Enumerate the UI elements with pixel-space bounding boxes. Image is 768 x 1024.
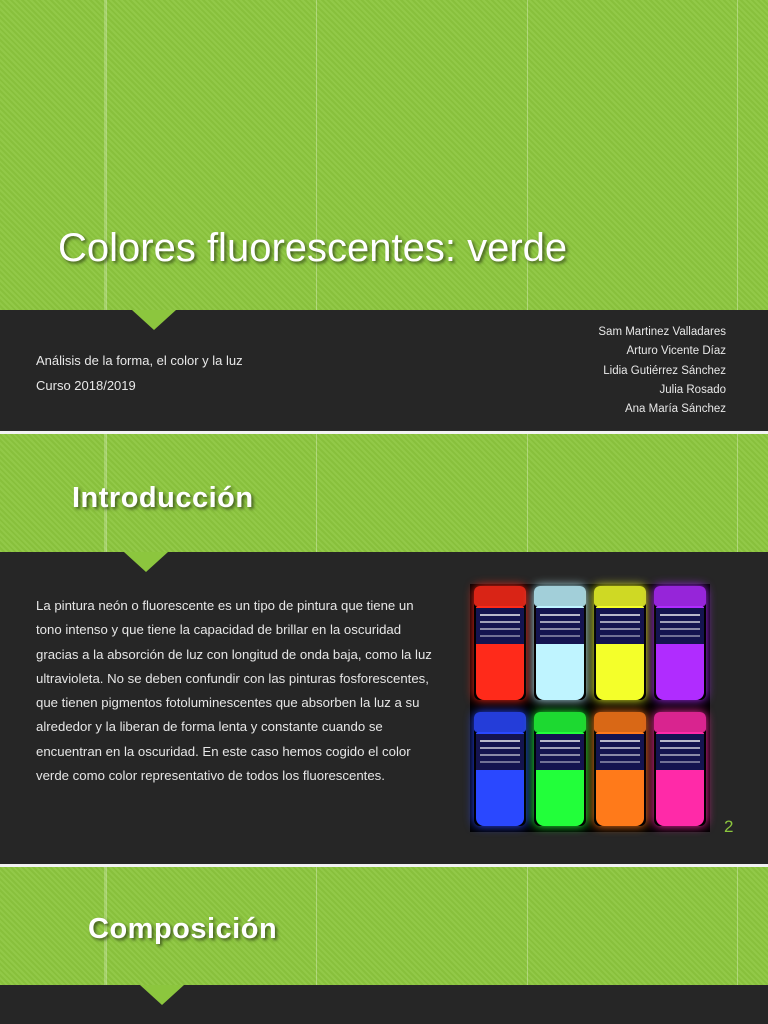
subtitle-course-name: Análisis de la forma, el color y la luz [36, 353, 243, 368]
composition-slide [0, 867, 768, 1024]
paint-jar [654, 712, 706, 826]
author-name: Arturo Vicente Díaz [626, 345, 726, 358]
neon-paint-jars-image [470, 584, 710, 832]
notch-decoration [132, 310, 176, 330]
author-name: Julia Rosado [659, 383, 726, 396]
paint-jar [534, 712, 586, 826]
author-name: Lidia Gutiérrez Sánchez [603, 364, 726, 377]
slide-title: Composición [88, 913, 278, 945]
jar-label [596, 608, 644, 644]
paint-jar [654, 586, 706, 700]
page-number: 2 [724, 817, 734, 836]
paint-jar [474, 712, 526, 826]
notch-decoration [124, 552, 168, 572]
content-band [0, 985, 768, 1024]
paint-jar [474, 586, 526, 700]
jar-label [536, 608, 584, 644]
jar-label [476, 734, 524, 770]
jar-label [596, 734, 644, 770]
jar-label [656, 734, 704, 770]
intro-slide [0, 434, 768, 864]
slide-title: Introducción [72, 482, 254, 514]
notch-decoration [140, 985, 184, 1005]
jar-label [476, 608, 524, 644]
paint-jar [594, 586, 646, 700]
paint-jar [534, 586, 586, 700]
author-list [598, 323, 726, 419]
paint-jar [594, 712, 646, 826]
author-name: Ana María Sánchez [624, 403, 726, 416]
jar-label [536, 734, 584, 770]
jar-label [656, 608, 704, 644]
presentation-title: Colores fluorescentes: verde [58, 226, 568, 270]
title-slide [0, 0, 768, 431]
author-name: Sam Martinez Valladares [598, 326, 726, 338]
intro-paragraph: La pintura neón o fluorescente es un tipo de pintura que tiene un tono intenso y que tiene la capacidad de brillar en la oscuridad gracias a la absorción de luz con longitud de onda baja, como la luz ultravioleta. No se deben confundir con las pinturas fosforescentes, que tienen pigmentos fotoluminescentes que absorben la luz a su alrededor y la liberan de forma lenta y constante cuando se encuentran en la oscuridad. En este caso hemos cogido el color verde como color representativo de todos los fluorescentes. [36, 598, 432, 784]
subtitle-course-year: Curso 2018/2019 [36, 378, 136, 393]
